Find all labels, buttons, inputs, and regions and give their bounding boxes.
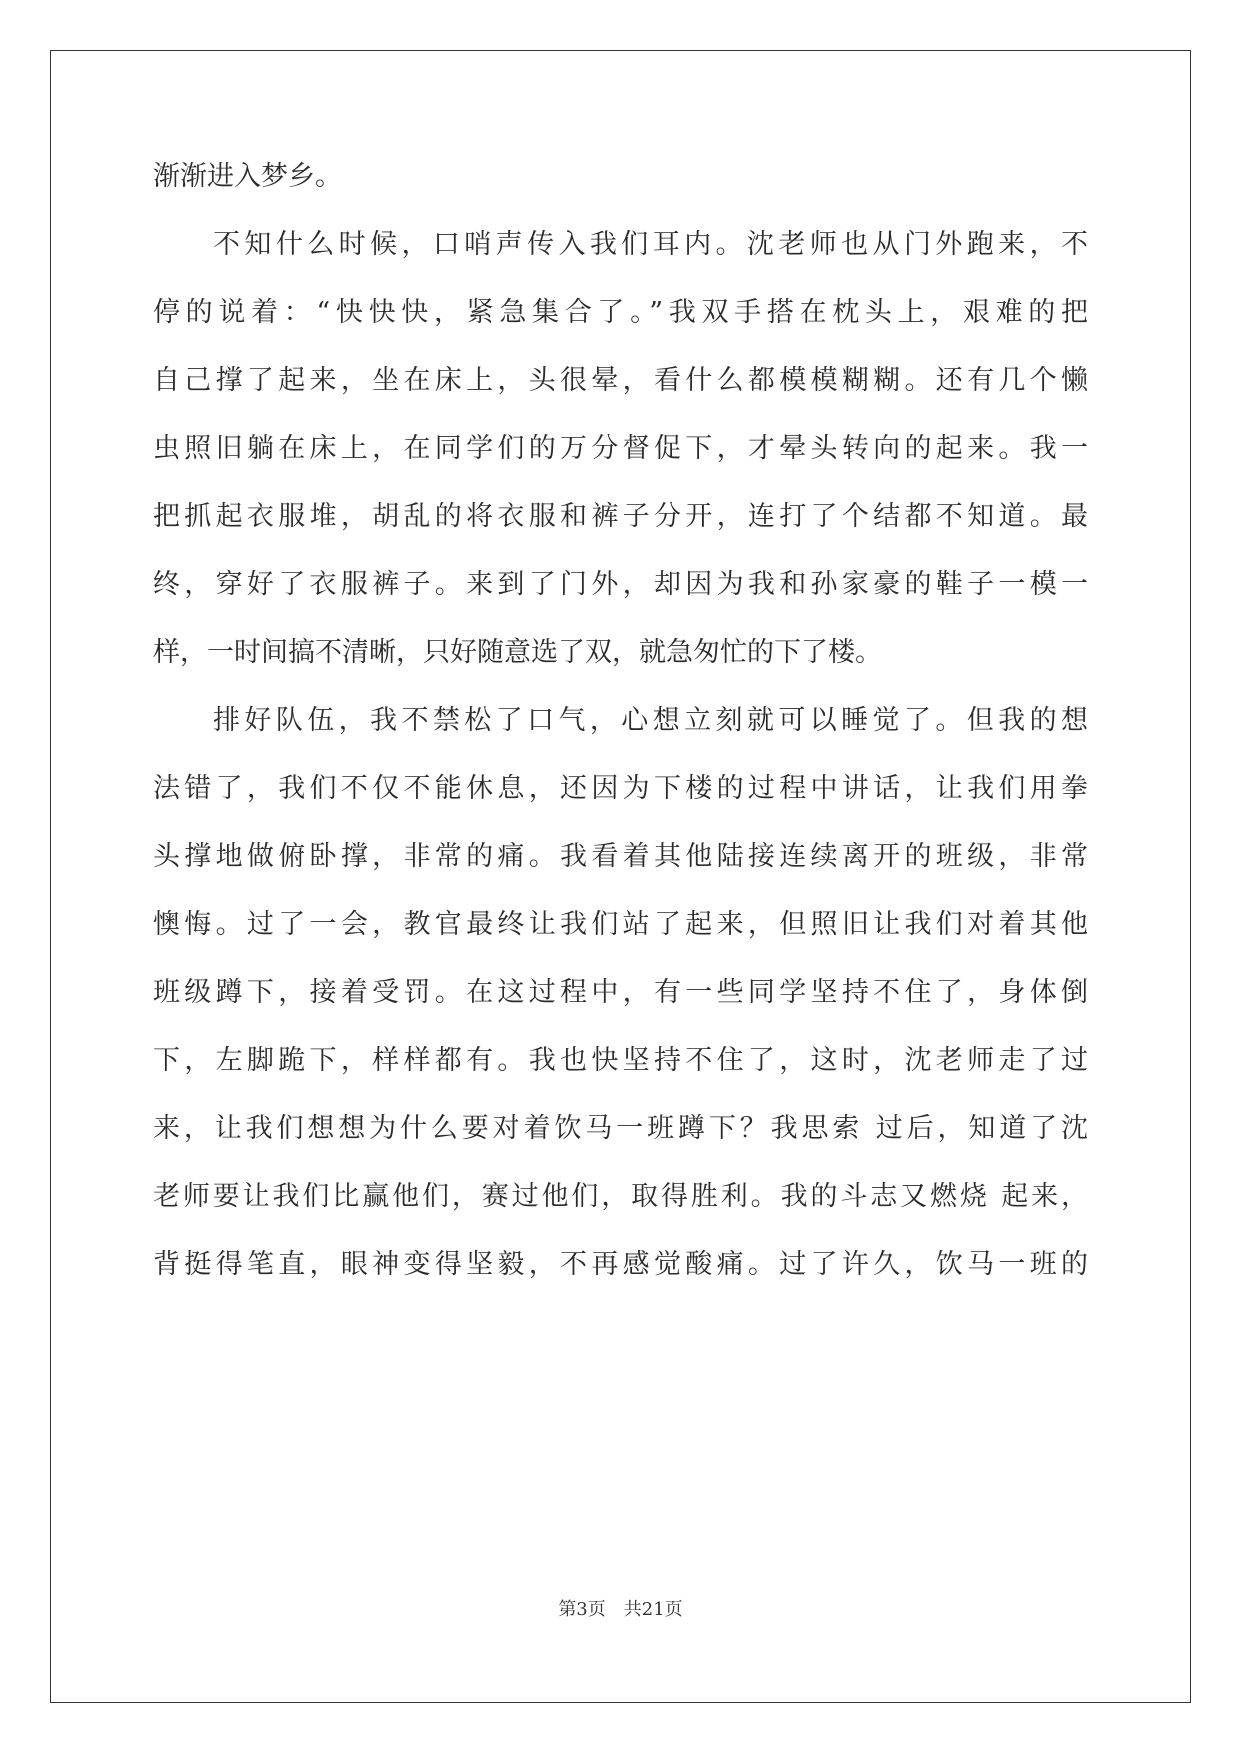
paragraph-first-line: 排好队伍，我不禁松了口气，心想立刻就可以睡觉了。但我的想 — [213, 705, 1088, 736]
text-line: 法错了，我们不仅不能休息，还因为下楼的过程中讲话，让我们用拳 — [153, 773, 1088, 804]
text-line: 班级蹲下，接着受罚。在这过程中，有一些同学坚持不住了，身体倒 — [153, 977, 1088, 1008]
text-line: 下，左脚跪下，样样都有。我也快坚持不住了，这时，沈老师走了过 — [153, 1045, 1088, 1076]
text-line: 把抓起衣服堆，胡乱的将衣服和裤子分开，连打了个结都不知道。最 — [153, 501, 1088, 532]
text-line: 背挺得笔直，眼神变得坚毅，不再感觉酸痛。过了许久，饮马一班的 — [153, 1249, 1088, 1280]
text-line: 来，让我们想想为什么要对着饮马一班蹲下？我思索 过后，知道了沈 — [153, 1113, 1088, 1144]
text-line: 渐渐进入梦乡。 — [153, 161, 342, 192]
text-line: 停的说着：“快快快，紧急集合了。”我双手搭在枕头上，艰难的把 — [153, 297, 1088, 328]
paragraph-first-line: 不知什么时候，口哨声传入我们耳内。沈老师也从门外跑来，不 — [213, 229, 1088, 260]
text-line: 头撑地做俯卧撑，非常的痛。我看着其他陆接连续离开的班级，非常 — [153, 841, 1088, 872]
text-line: 终，穿好了衣服裤子。来到了门外，却因为我和孙家豪的鞋子一模一 — [153, 569, 1088, 600]
text-line: 懊悔。过了一会，教官最终让我们站了起来，但照旧让我们对着其他 — [153, 909, 1088, 940]
text-line: 样，一时间搞不清晰，只好随意选了双，就急匆忙的下了楼。 — [153, 637, 882, 668]
page-number: 第3页 共21页 — [558, 1599, 683, 1620]
text-line: 老师要让我们比赢他们，赛过他们，取得胜利。我的斗志又燃烧 起来， — [153, 1181, 1088, 1212]
text-line: 自己撑了起来，坐在床上，头很晕，看什么都模模糊糊。还有几个懒 — [153, 365, 1088, 396]
text-line: 虫照旧躺在床上，在同学们的万分督促下，才晕头转向的起来。我一 — [153, 433, 1088, 464]
